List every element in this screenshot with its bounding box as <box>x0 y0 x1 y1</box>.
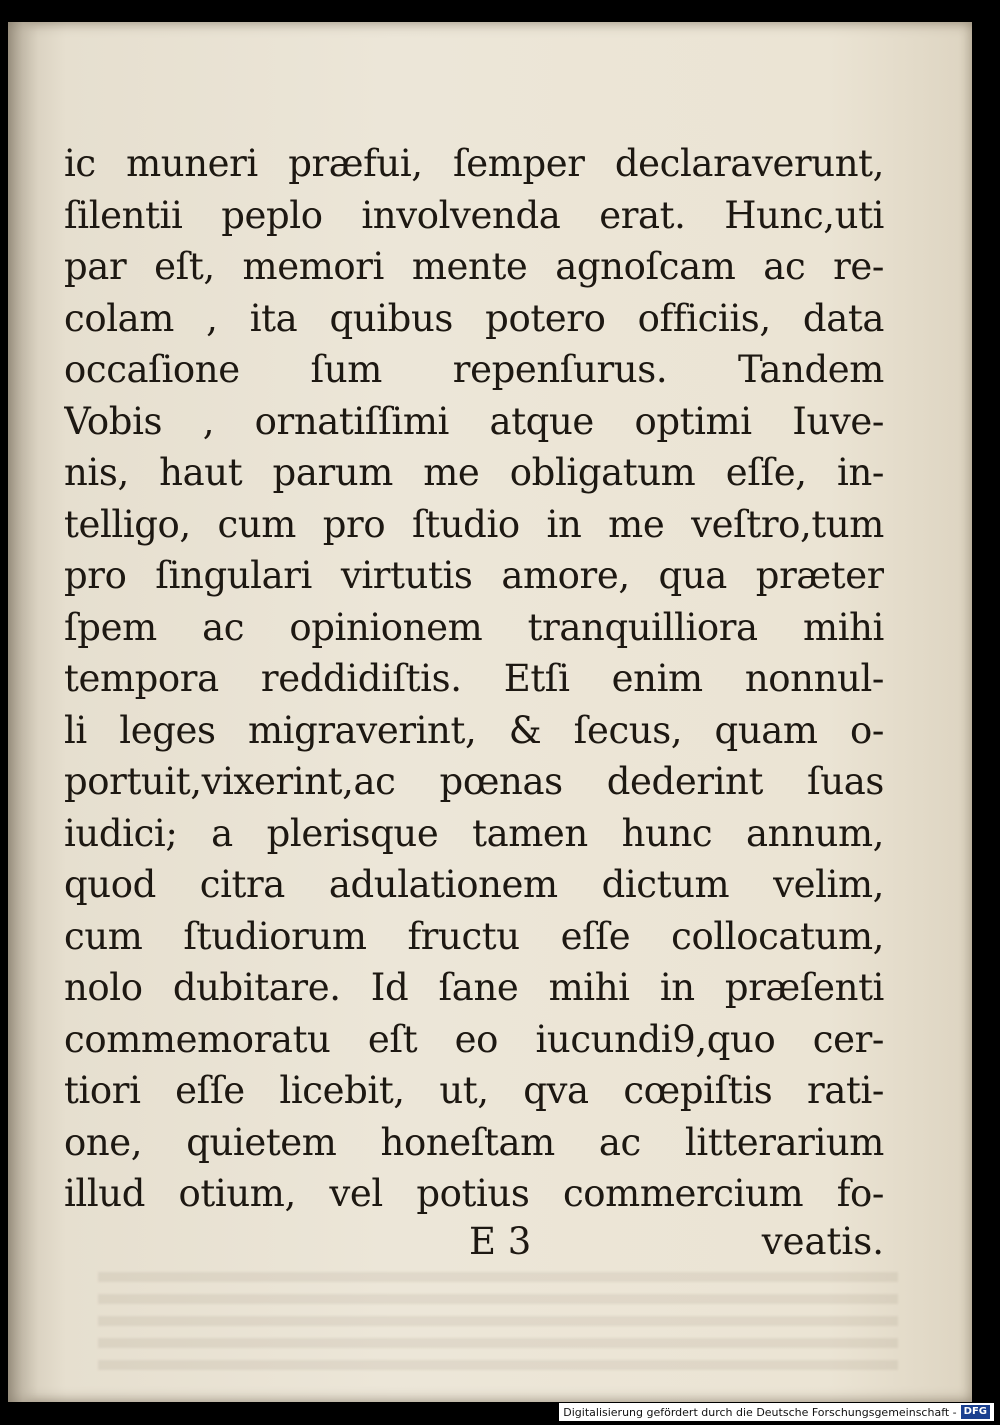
text-line: tiori eſſe licebit, ut, qva cœpiſtis rati- <box>64 1069 884 1112</box>
text-line: nolo dubitare. Id ſane mihi in præſenti <box>64 966 884 1009</box>
dfg-logo: DFG <box>961 1405 990 1419</box>
text-line: ic muneri præfui, ſemper declaraverunt, <box>64 142 884 185</box>
signature-mark: E 3 <box>469 1220 532 1263</box>
text-line: ſilentii peplo involvenda erat. Hunc,uti <box>64 193 884 237</box>
text-line: illud otium, vel potius commercium fo- <box>64 1172 884 1215</box>
text-line: one, quietem honeſtam ac litterarium <box>64 1120 884 1164</box>
text-line: nis, haut parum me obligatum eſſe, in- <box>64 451 884 494</box>
text-line: cum ſtudiorum fructu eſſe collocatum, <box>64 914 884 958</box>
text-line: tempora reddidiſtis. Etſi enim nonnul- <box>64 657 884 700</box>
page-foot <box>64 1216 884 1268</box>
credit-text: Digitalisierung gefördert durch die Deutsche Forschungsgemeinschaft - <box>563 1405 957 1419</box>
catchword: veatis. <box>761 1220 884 1263</box>
page-gutter-shadow <box>8 22 38 1402</box>
text-line: commemoratu eſt eo iucundi9,quo cer- <box>64 1017 884 1061</box>
text-line: colam , ita quibus potero officiis, data <box>64 296 884 340</box>
text-line: Vobis , ornatiſſimi atque optimi Iuve- <box>64 399 884 443</box>
bleed-through-texture <box>98 1272 898 1372</box>
text-line: iudici; a plerisque tamen hunc annum, <box>64 811 884 855</box>
text-line: portuit,vixerint,ac pœnas dederint ſuas <box>64 760 884 803</box>
body-text <box>64 138 884 1220</box>
text-line: par eſt, memori mente agnoſcam ac re- <box>64 245 884 288</box>
text-line: li leges migraverint, & ſecus, quam o- <box>64 708 884 752</box>
book-page <box>8 22 972 1402</box>
digitization-credit <box>559 1403 994 1421</box>
text-line: quod citra adulationem dictum velim, <box>64 863 884 906</box>
text-line: telligo, cum pro ſtudio in me veſtro,tum <box>64 502 884 546</box>
text-line: occaſione ſum repenſurus. Tandem <box>64 348 884 391</box>
text-line: ſpem ac opinionem tranquilliora mihi <box>64 605 884 649</box>
text-line: pro ſingulari virtutis amore, qua præter <box>64 554 884 597</box>
